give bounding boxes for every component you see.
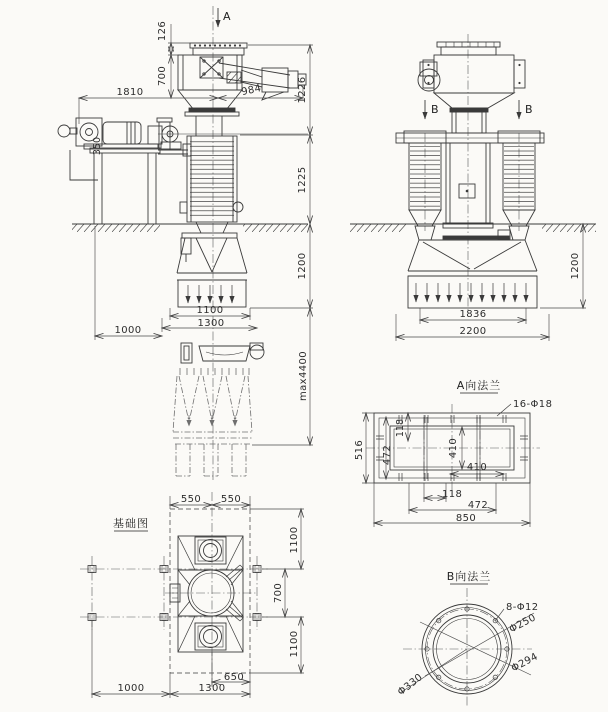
big-discharge-hopper	[408, 230, 537, 308]
flange-b-title: B向法兰	[446, 570, 492, 583]
bagging-unit-phantom	[173, 368, 252, 476]
dim-410-v: 410	[448, 437, 459, 459]
dim-126: 126	[157, 20, 168, 42]
flange-b-text	[396, 569, 540, 698]
dim-phi250: Φ250	[507, 612, 539, 636]
dim-1200-front: 1200	[297, 252, 308, 280]
foundation-text	[113, 494, 300, 694]
screw-feeder-arm	[219, 63, 306, 100]
dim-1000-foundation: 1000	[117, 683, 145, 694]
dim-550-right: 550	[220, 494, 242, 505]
flange-a-text	[354, 378, 552, 524]
flange-bolt-dots	[194, 44, 241, 46]
dim-118-top: 118	[395, 418, 406, 438]
dim-700-foundation: 700	[273, 582, 284, 604]
dim-1200-side: 1200	[570, 252, 581, 280]
vessel-platform	[396, 133, 544, 143]
dim-984: 984	[240, 83, 263, 99]
foundation-title: 基础图	[113, 517, 149, 530]
upper-hopper	[178, 90, 242, 136]
dim-8-phi12: 8-Φ12	[506, 602, 539, 613]
dim-410-h: 410	[466, 462, 488, 473]
dim-472-bottom: 472	[467, 500, 489, 511]
dim-1300-front: 1300	[197, 318, 225, 329]
dim-700: 700	[157, 65, 168, 87]
side-hopper	[434, 93, 514, 133]
side-view	[350, 42, 596, 308]
dim-1225: 1225	[297, 166, 308, 194]
foundation-pad-bottom	[195, 623, 226, 650]
inlet-flange	[190, 43, 247, 55]
drive-platform	[70, 148, 160, 224]
ribbed-filter-body	[180, 136, 243, 222]
dim-350: 350	[92, 136, 103, 156]
dim-650: 650	[223, 672, 245, 683]
dim-1100-bottom: 1100	[289, 630, 300, 658]
dim-118-bottom: 118	[442, 489, 463, 500]
front-view-dimensions	[79, 24, 313, 445]
discharge-arrows	[188, 285, 232, 303]
hopper-arrows	[416, 283, 526, 302]
dim-472-left: 472	[382, 444, 393, 466]
front-view	[58, 8, 308, 476]
dim-1100-front: 1100	[196, 305, 224, 316]
side-inlet-flange	[437, 42, 500, 55]
dim-1300-foundation: 1300	[198, 683, 226, 694]
foundation-plan	[88, 509, 261, 673]
flange-a-title: A向法兰	[456, 379, 502, 392]
motor-gearbox-assembly	[58, 118, 181, 149]
dim-850: 850	[455, 513, 477, 524]
bagging-head	[181, 343, 264, 363]
dim-phi330: Φ330	[395, 671, 426, 699]
dim-phi294: Φ294	[509, 651, 541, 675]
section-b-label-left: B	[431, 103, 439, 116]
dim-16-phi18: 16-Φ18	[513, 399, 553, 410]
section-a-label: A	[223, 10, 231, 23]
dim-1100-top: 1100	[289, 526, 300, 554]
side-view-dimensions	[396, 224, 586, 341]
dim-max4400: max4400	[298, 350, 309, 402]
dim-1226: 1226	[297, 76, 308, 104]
side-upper-casing	[418, 55, 525, 93]
dim-550-left: 550	[180, 494, 202, 505]
dim-1000-front: 1000	[114, 325, 142, 336]
underground-discharge	[177, 222, 247, 307]
ground-line-front	[72, 224, 308, 232]
dim-516: 516	[354, 439, 365, 461]
section-b-label-right: B	[525, 103, 533, 116]
dim-1810: 1810	[116, 87, 144, 98]
dim-2200: 2200	[459, 326, 487, 337]
dim-1836: 1836	[459, 309, 487, 320]
foundation-pad-top	[195, 537, 226, 564]
